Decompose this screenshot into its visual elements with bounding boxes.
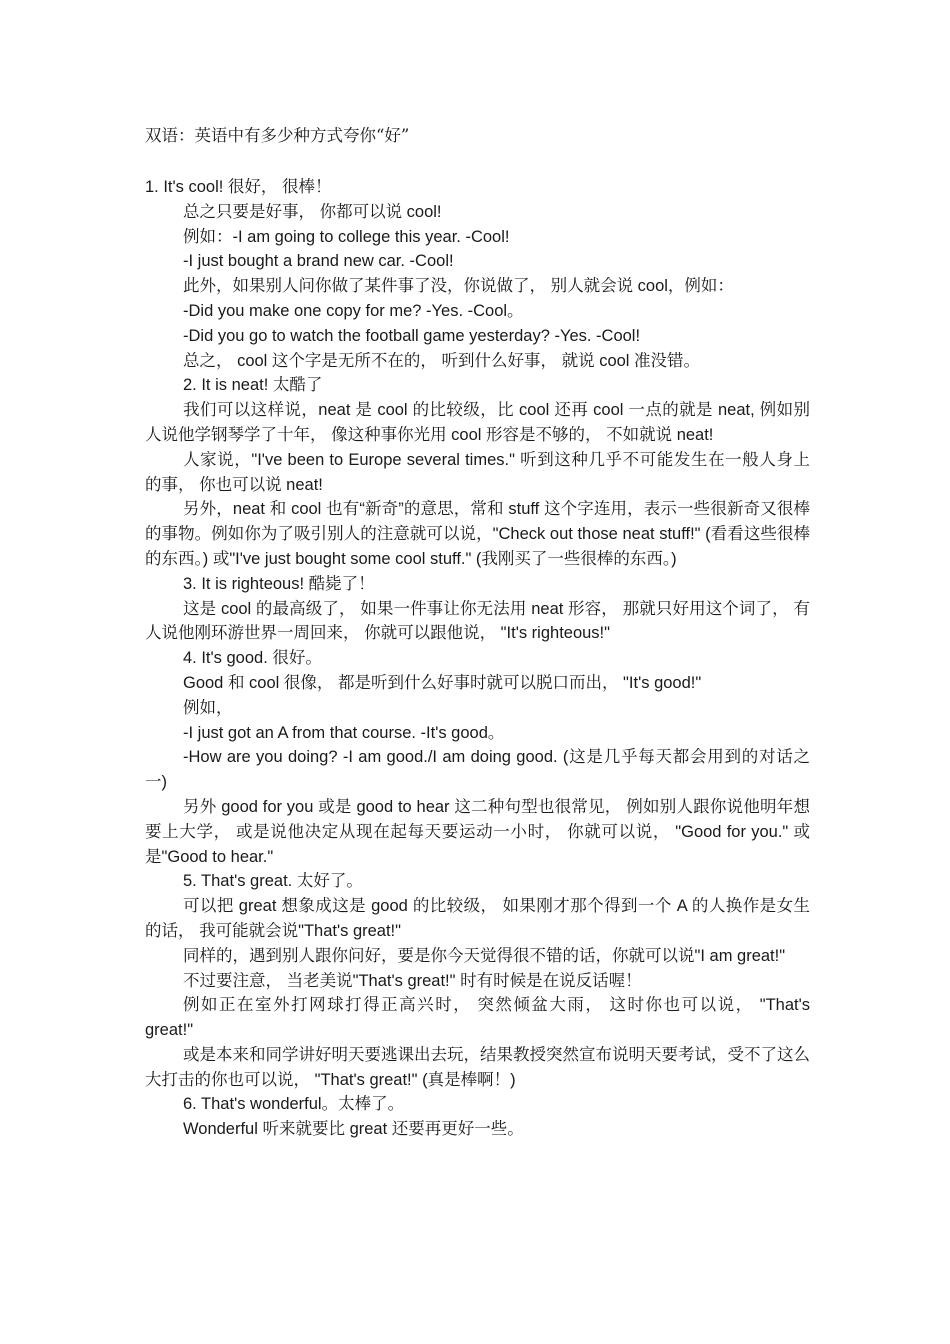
section-heading-3: 3. It is righteous! 酷毙了！ [183,574,375,593]
paragraph: 同样的，遇到别人跟你问好，要是你今天觉得很不错的话，你就可以说"I am great!" [183,946,786,965]
example-line: -How are you doing? -I am good./I am doing good. (这是几乎每天都会用到的对话之一) [145,748,810,792]
section-heading-2: 2. It is neat! 太酷了 [183,376,323,395]
document-text [145,175,810,1142]
section-heading-4: 4. It's good. 很好。 [183,649,322,668]
paragraph: Good 和 cool 很像， 都是听到什么好事时就可以脱口而出， "It's good!" [183,673,702,692]
example-line: -Did you make one copy for me? -Yes. -Cool。 [183,301,524,320]
example-line: 例如：-I am going to college this year. -Cool! [183,227,510,246]
paragraph: 这是 cool 的最高级了， 如果一件事让你无法用 neat 形容， 那就只好用这个词了， 有人说他刚环游世界一周回来， 你就可以跟他说， "It's righteous!" [145,599,810,643]
document-title: 双语：英语中有多少种方式夸你“好” [145,126,410,145]
paragraph: 不过要注意， 当老美说"That's great!" 时有时候是在说反话喔！ [183,971,642,990]
document-body [145,124,810,1142]
paragraph: 可以把 great 想象成这是 good 的比较级， 如果刚才那个得到一个 A 的人换作是女生的话， 我可能就会说"That's great!" [145,897,810,940]
example-line: -I just bought a brand new car. -Cool! [183,252,454,271]
paragraph: 我们可以这样说，neat 是 cool 的比较级，比 cool 还再 cool 一点的就是 neat, 例如别人说他学钢琴学了十年， 像这种事你光用 cool 形容是不够的， 不如就说 neat! [145,401,810,444]
section-heading-5: 5. That's great. 太好了。 [183,872,363,891]
paragraph: 另外 good for you 或是 good to hear 这二种句型也很常见， 例如别人跟你说他明年想要上大学， 或是说他决定从现在起每天要运动一小时， 你就可以说， "Good for you." 或是"Good to hear." [145,797,810,866]
paragraph: 总之， cool 这个字是无所不在的， 听到什么好事， 就说 cool 准没错。 [183,351,701,370]
paragraph: 总之只要是好事， 你都可以说 cool! [183,202,442,221]
paragraph: 例如正在室外打网球打得正高兴时， 突然倾盆大雨， 这时你也可以说， "That's great!" [145,996,810,1040]
paragraph: Wonderful 听来就要比 great 还要再更好一些。 [183,1120,524,1139]
section-heading-6: 6. That's wonderful。太棒了。 [183,1095,405,1114]
example-line: -Did you go to watch the football game yesterday? -Yes. -Cool! [183,326,641,345]
section-heading-1: 1. It's cool! 很好， 很棒！ [145,178,332,196]
paragraph: 此外，如果别人问你做了某件事了没，你说做了， 别人就会说 cool，例如： [183,277,734,296]
paragraph: 人家说，"I've been to Europe several times." 听到这种几乎不可能发生在一般人身上的事， 你也可以说 neat! [145,450,810,494]
paragraph: 另外，neat 和 cool 也有“新奇”的意思，常和 stuff 这个字连用，表示一些很新奇又很棒的事物。例如你为了吸引别人的注意就可以说，"Check out those neat stuff!" (看看这些很棒的东西。) 或"I've just bought some cool stuff." (我刚买了一些很棒的东西。) [145,500,810,568]
paragraph: 例如， [183,698,233,717]
paragraph: 或是本来和同学讲好明天要逃课出去玩，结果教授突然宣布说明天要考试，受不了这么大打击的你也可以说， "That's great!" (真是棒啊！) [145,1045,810,1089]
example-line: -I just got an A from that course. -It's good。 [183,723,505,742]
